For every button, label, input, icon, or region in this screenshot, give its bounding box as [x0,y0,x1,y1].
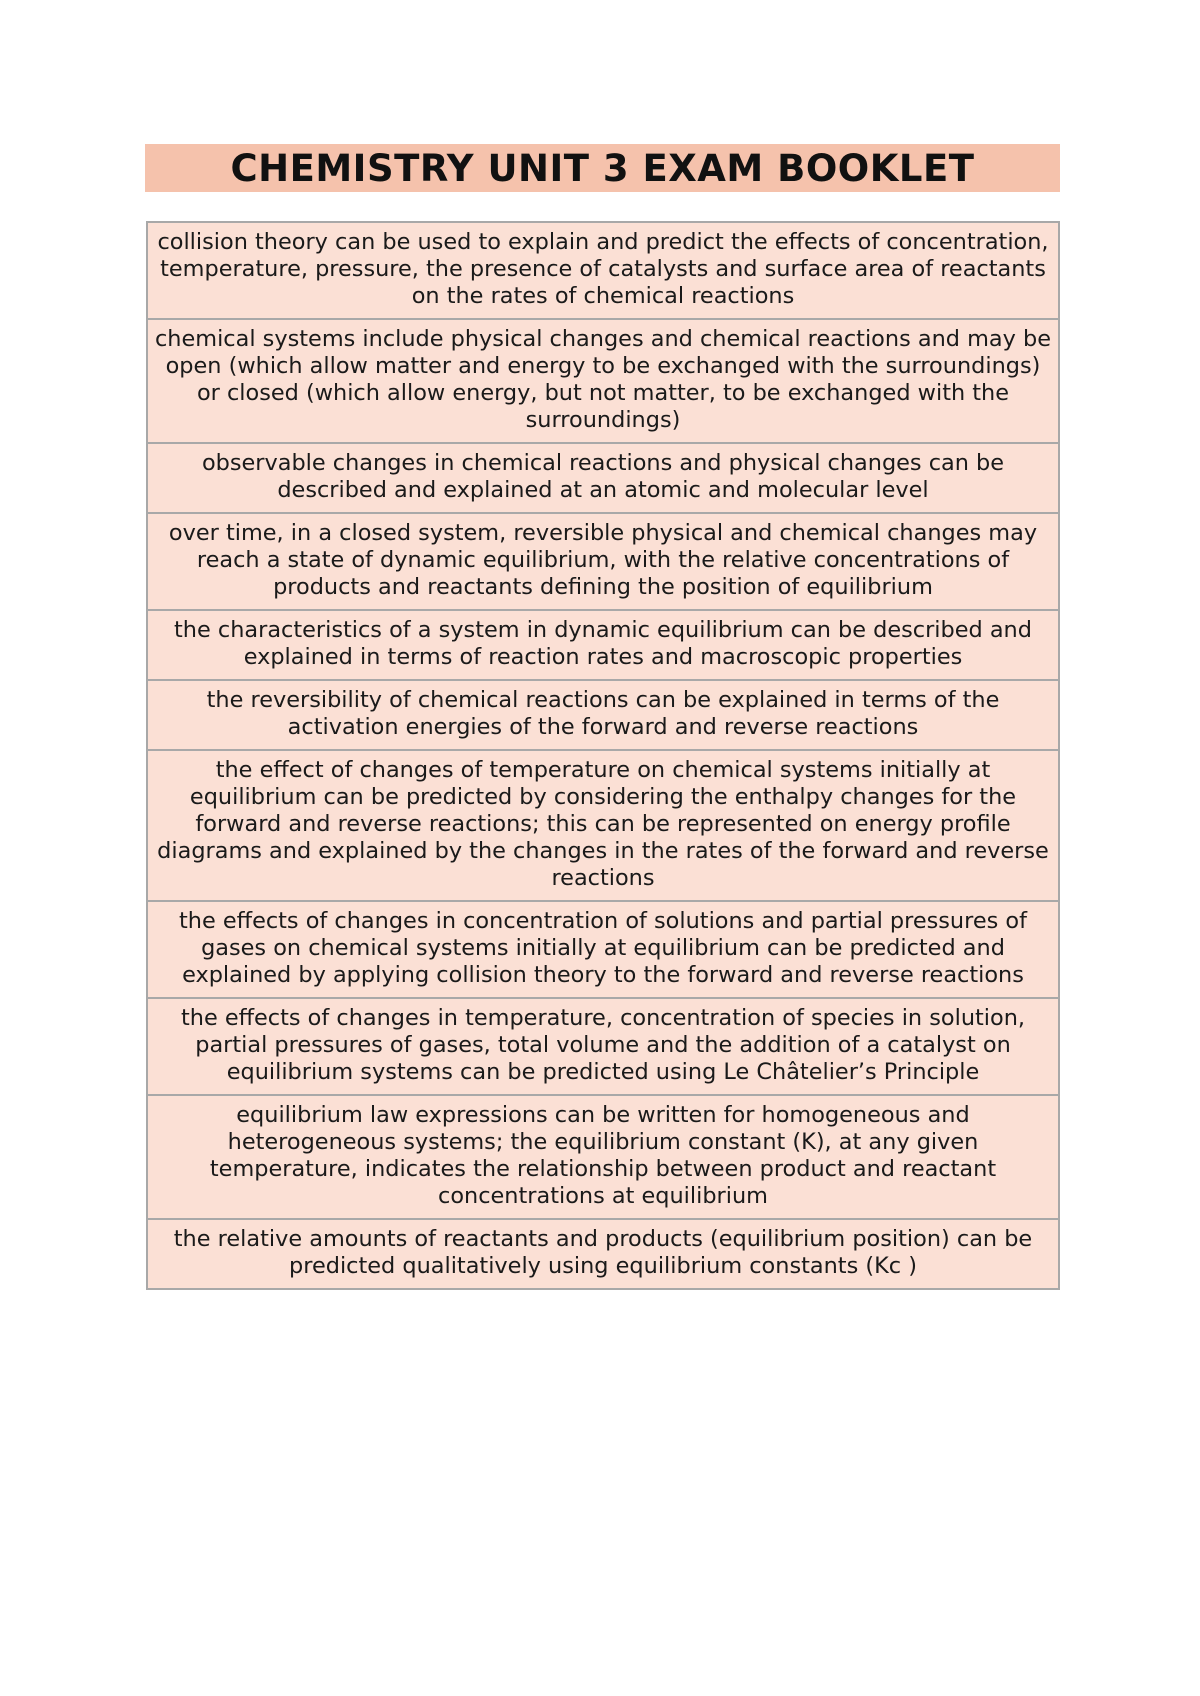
outcome-cell: chemical systems include physical changes and chemical reactions and may be open (which allow matter and energy to be exchanged with the surroundings) or closed (which allow energy, but not matter, to be exchanged with the surroundings) [147,319,1059,443]
outcome-cell: the effects of changes in temperature, concentration of species in solution, partial pressures of gases, total volume and the addition of a catalyst on equilibrium systems can be predicted using Le Châtelier’s Principle [147,998,1059,1095]
table-row [147,1219,1059,1289]
table-row [147,222,1059,319]
table-row [147,901,1059,998]
table-row [147,998,1059,1095]
outcome-cell: the relative amounts of reactants and products (equilibrium position) can be predicted qualitatively using equilibrium constants (Kc ) [147,1219,1059,1289]
table-row [147,1095,1059,1219]
page-title: CHEMISTRY UNIT 3 EXAM BOOKLET [145,144,1060,192]
outcome-cell: the reversibility of chemical reactions can be explained in terms of the activation energies of the forward and reverse reactions [147,680,1059,750]
outcomes-table [146,221,1060,1290]
outcome-cell: the effect of changes of temperature on chemical systems initially at equilibrium can be predicted by considering the enthalpy changes for the forward and reverse reactions; this can be represented on energy profile diagrams and explained by the changes in the rates of the forward and reverse reactions [147,750,1059,901]
table-row [147,750,1059,901]
outcome-cell: collision theory can be used to explain and predict the effects of concentration, temperature, pressure, the presence of catalysts and surface area of reactants on the rates of chemical reactions [147,222,1059,319]
table-row [147,319,1059,443]
outcome-cell: equilibrium law expressions can be written for homogeneous and heterogeneous systems; the equilibrium constant (K), at any given temperature, indicates the relationship between product and reactant concentrations at equilibrium [147,1095,1059,1219]
table-row [147,513,1059,610]
outcome-cell: over time, in a closed system, reversible physical and chemical changes may reach a state of dynamic equilibrium, with the relative concentrations of products and reactants defining the position of equilibrium [147,513,1059,610]
outcome-cell: the characteristics of a system in dynamic equilibrium can be described and explained in terms of reaction rates and macroscopic properties [147,610,1059,680]
outcome-cell: the effects of changes in concentration of solutions and partial pressures of gases on chemical systems initially at equilibrium can be predicted and explained by applying collision theory to the forward and reverse reactions [147,901,1059,998]
table-row [147,443,1059,513]
outcome-cell: observable changes in chemical reactions and physical changes can be described and explained at an atomic and molecular level [147,443,1059,513]
table-row [147,680,1059,750]
table-row [147,610,1059,680]
